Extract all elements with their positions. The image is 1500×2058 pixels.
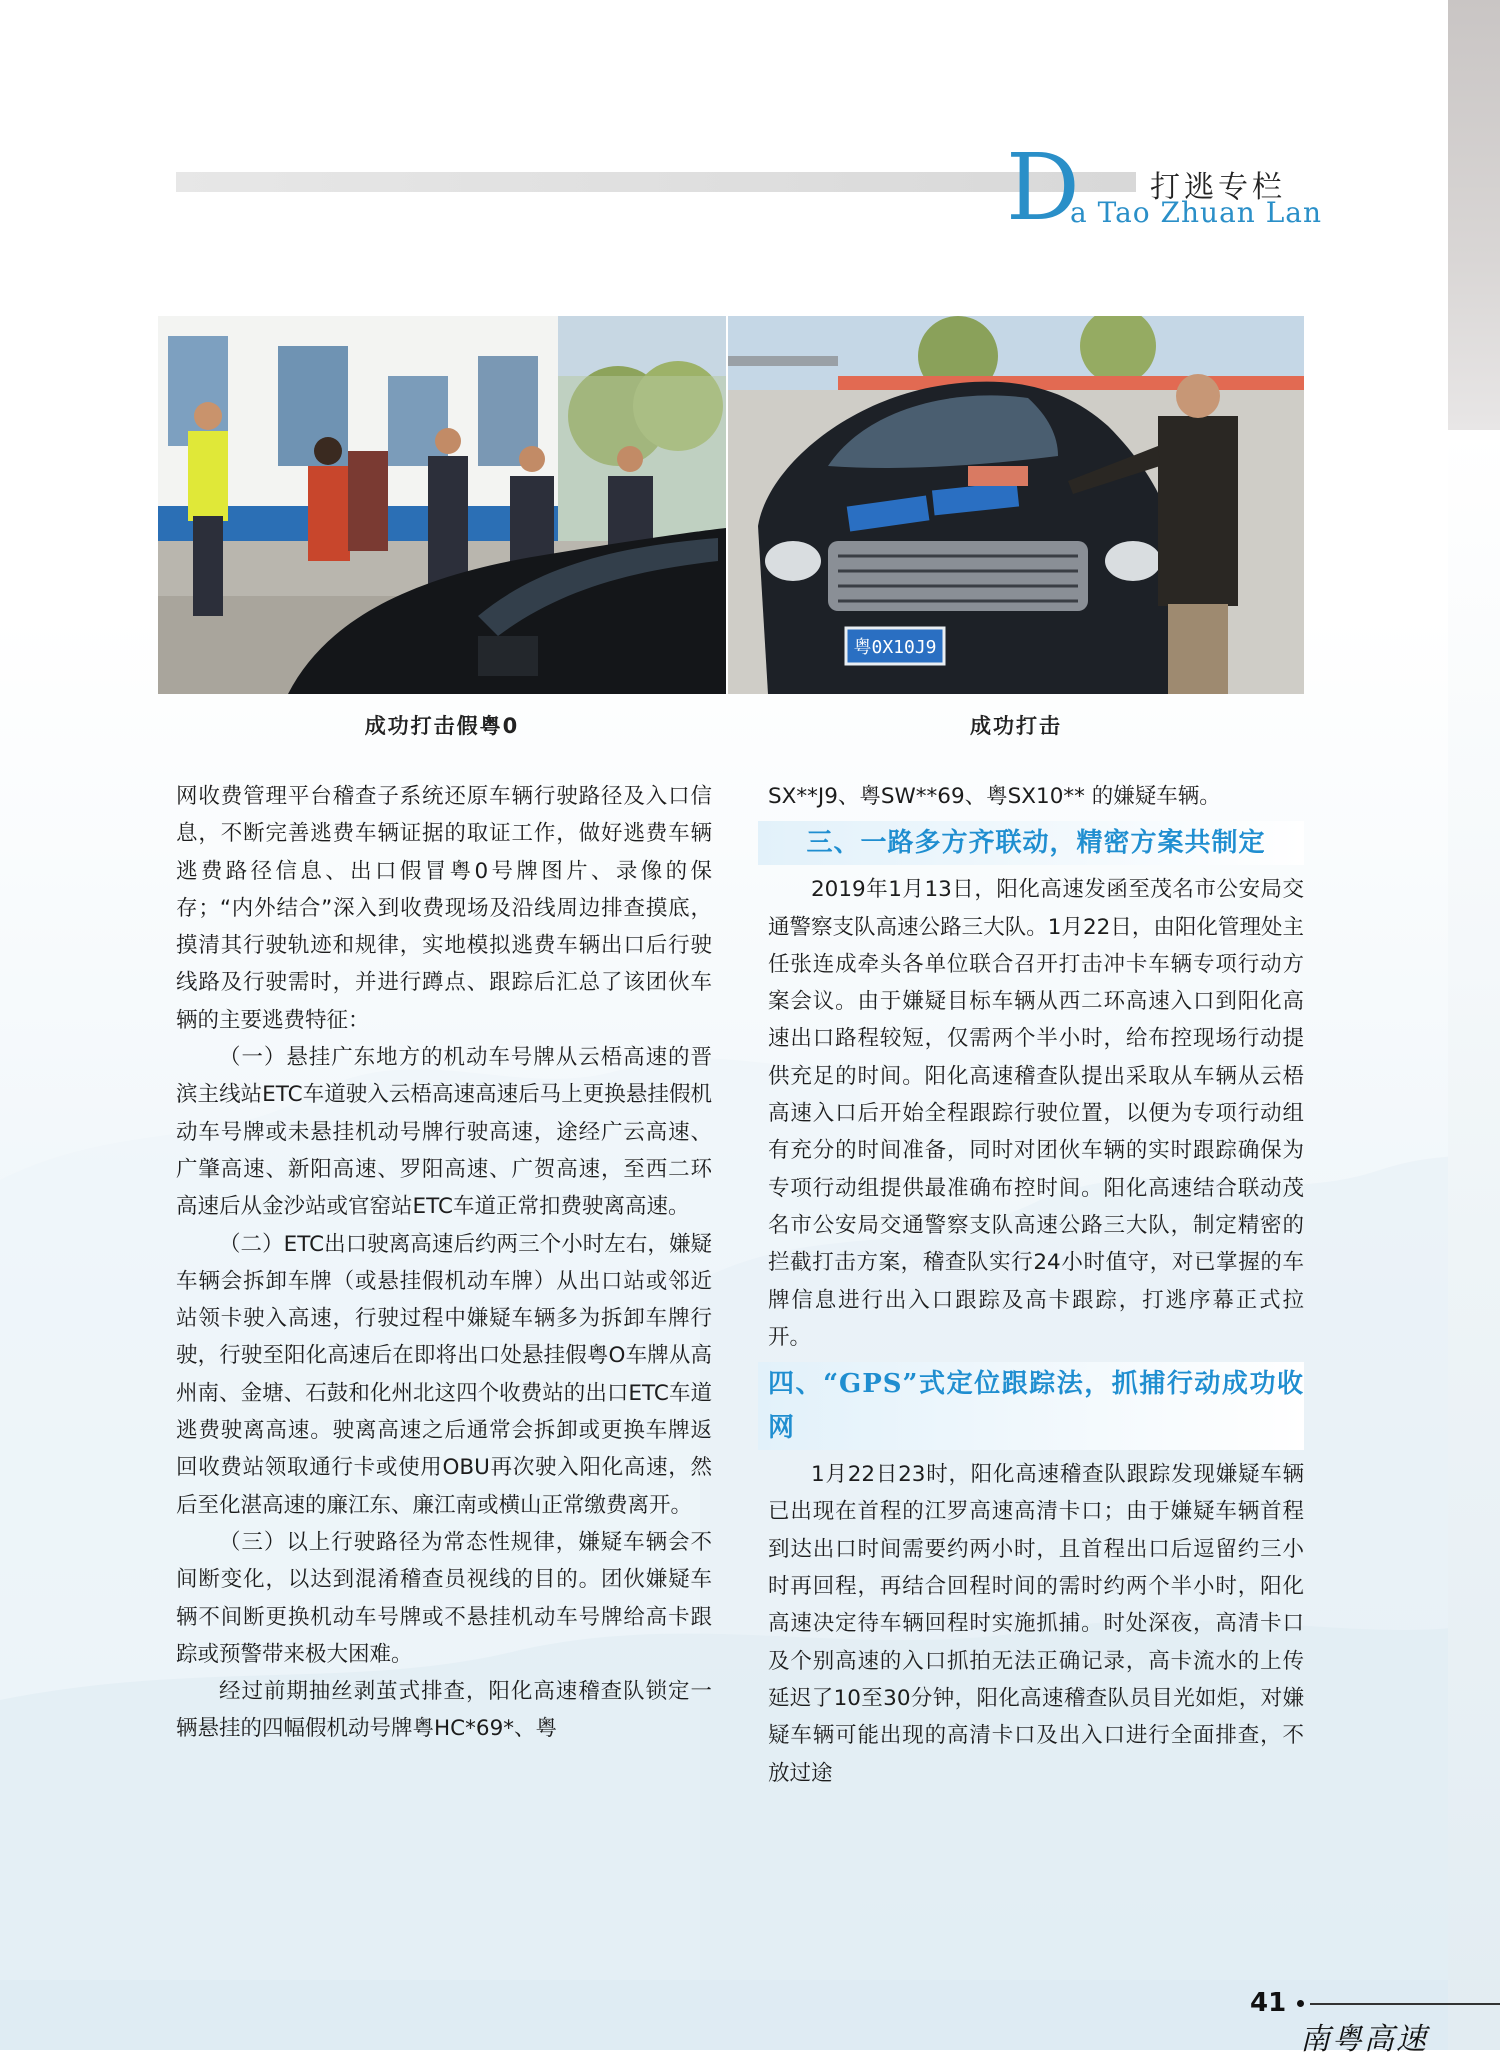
- section-heading: 四、“GPS”式定位跟踪法，抓捕行动成功收网: [758, 1362, 1304, 1450]
- paragraph: （一）悬挂广东地方的机动车号牌从云梧高速的晋滨主线站ETC车道驶入云梧高速高速后马上更换悬挂假机动车号牌或未悬挂机动号牌行驶高速，途经广云高速、广肇高速、新阳高速、罗阳高速、广贺高速，至西二环高速后从金沙站或官窑站ETC车道正常扣费驶离高速。: [176, 1045, 712, 1220]
- photo-caption: 成功打击: [970, 714, 1062, 738]
- section-heading: 三、一路多方齐联动，精密方案共制定: [758, 821, 1304, 865]
- front-license-plate: 粤0X10J9: [853, 637, 937, 658]
- paragraph: 1月22日23时，阳化高速稽查队跟踪发现嫌疑车辆已出现在首程的江罗高速高清卡口；由于嫌疑车辆首程到达出口时间需要约两小时，且首程出口后逗留约三小时再回程，再结合回程时间的需时约两个半小时，阳化高速决定待车辆回程时实施抓捕。时处深夜，高清卡口及个别高速的入口抓拍无法正确记录，高卡流水的上传延迟了10至30分钟，阳化高速稽查队员目光如炬，对嫌疑车辆可能出现的高清卡口及出入口进行全面排查，不放过途: [768, 1462, 1304, 1786]
- right-column: [768, 778, 1304, 1792]
- photo-officers-car: [158, 316, 726, 694]
- paragraph: 网收费管理平台稽查子系统还原车辆行驶路径及入口信息，不断完善逃费车辆证据的取证工作，做好逃费车辆逃费路径信息、出口假冒粤0号牌图片、录像的保存；“内外结合”深入到收费现场及沿线周边排查摸底，摸清其行驶轨迹和规律，实地模拟逃费车辆出口后行驶线路及行驶需时，并进行蹲点、跟踪后汇总了该团伙车辆的主要逃费特征：: [176, 784, 712, 1033]
- page-edge-strip: [1448, 430, 1500, 2050]
- section-title: 打逃专栏: [1150, 170, 1286, 205]
- paragraph: 2019年1月13日，阳化高速发函至茂名市公安局交通警察支队高速公路三大队。1月22日，由阳化管理处主任张连成牵头各单位联合召开打击冲卡车辆专项行动方案会议。由于嫌疑目标车辆从西二环高速入口到阳化高速出口路程较短，仅需两个半小时，给布控现场行动提供充足的时间。阳化高速稽查队提出采取从车辆从云梧高速入口后开始全程跟踪行驶位置，以便为专项行动组有充分的时间准备，同时对团伙车辆的实时跟踪确保为专项行动组提供最准确布控时间。阳化高速结合联动茂名市公安局交通警察支队高速公路三大队，制定精密的拦截打击方案，稽查队实行24小时值守，对已掌握的车牌信息进行出入口跟踪及高卡跟踪，打逃序幕正式拉开。: [768, 877, 1304, 1350]
- paragraph: （三）以上行驶路径为常态性规律，嫌疑车辆会不间断变化，以达到混淆稽查员视线的目的。团伙嫌疑车辆不间断更换机动车号牌或不悬挂机动车号牌给高卡跟踪或预警带来极大困难。: [176, 1529, 712, 1667]
- page-number-dot: [1297, 2000, 1304, 2007]
- paragraph: （二）ETC出口驶离高速后约两三个小时左右，嫌疑车辆会拆卸车牌（或悬挂假机动车牌）从出口站或邻近站领卡驶入高速，行驶过程中嫌疑车辆多为拆卸车牌行驶，行驶至阳化高速后在即将出口处悬挂假粤O车牌从高州南、金塘、石鼓和化州北这四个收费站的出口ETC车道逃费驶离高速。驶离高速之后通常会拆卸或更换车牌返回收费站领取通行卡或使用OBU再次驶入阳化高速，然后至化湛高速的廉江东、廉江南或横山正常缴费离开。: [176, 1231, 712, 1518]
- page-number: 41: [1250, 1988, 1287, 2018]
- magazine-logo: 南粤高速: [1300, 2022, 1428, 2057]
- paragraph: 经过前期抽丝剥茧式排查，阳化高速稽查队锁定一辆悬挂的四幅假机动号牌粤HC*69*、粤: [176, 1679, 712, 1742]
- left-column: [176, 778, 712, 1748]
- header-bar: [176, 172, 1136, 192]
- photo-seized-car: [728, 316, 1304, 694]
- paragraph: SX**J9、粤SW**69、粤SX10** 的嫌疑车辆。: [768, 784, 1221, 809]
- page-edge-tab: [1448, 0, 1500, 430]
- footer-rule: [1310, 2003, 1500, 2005]
- photo-caption: 成功打击假粤0: [364, 714, 520, 738]
- section-pinyin: a Tao Zhuan Lan: [1070, 196, 1323, 229]
- header-big-letter: D: [1006, 134, 1080, 241]
